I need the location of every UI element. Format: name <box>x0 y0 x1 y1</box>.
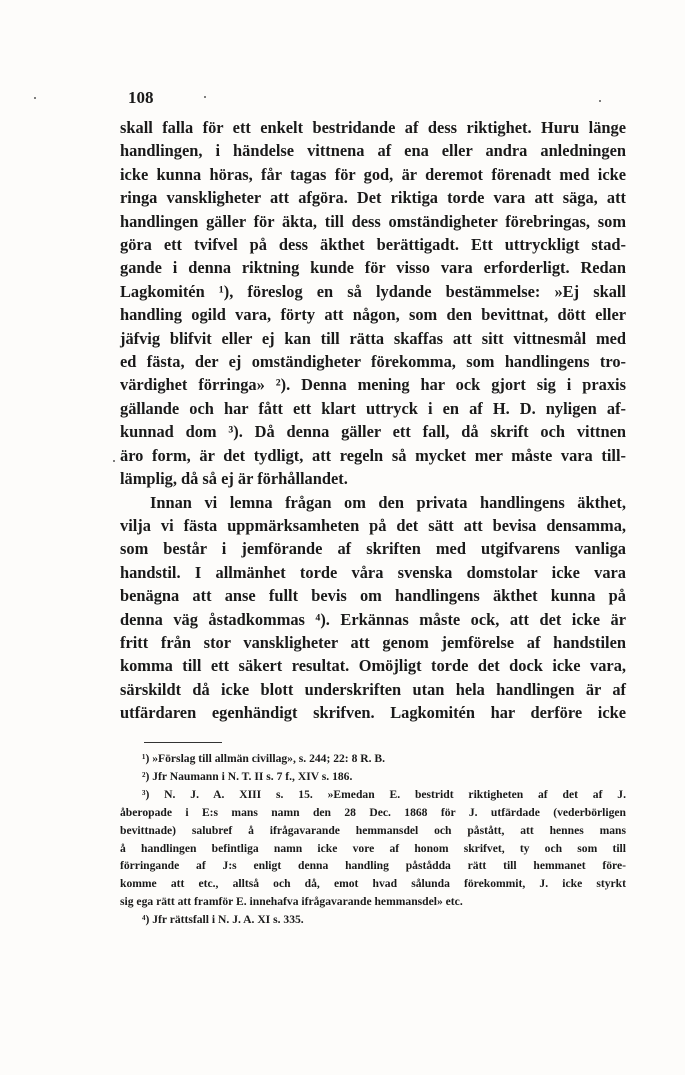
text-line: handling ogild vara, förty att någon, som den bevittnat, dött eller <box>120 305 626 325</box>
text-line: denna väg åstadkommas ⁴). Erkännas måste ock, att det icke är <box>120 609 626 629</box>
text-line: särskildt då icke blott underskriften utan hela handlingen är af <box>120 679 626 699</box>
text-line: komma till ett säkert resultat. Omöjligt torde det dock icke vara, <box>120 656 626 676</box>
text-line: ed fästa, der ej omständigheter förekomma, som handlingens tro- <box>120 352 626 372</box>
text-line: jäfvig blifvit eller ej kan till rätta skaffas att sitt vittnesmål med <box>120 328 626 348</box>
footnote-line: å handlingen befintliga namn icke vore af honom skrifvet, ty och som till <box>120 841 626 855</box>
footnote-line: ⁴) Jfr rättsfall i N. J. A. XI s. 335. <box>142 913 304 927</box>
text-line: värdighet förringa» ²). Denna mening har ock gjort sig i praxis <box>120 375 626 395</box>
footnote-line: komme att etc., alltså och då, emot hvad sålunda förekommit, J. icke styrkt <box>120 877 626 891</box>
text-line: lämplig, då så ej är förhållandet. <box>120 469 348 489</box>
paper-speck <box>34 97 36 99</box>
text-line: utfärdaren egenhändigt skrifven. Lagkomitén har derföre icke <box>120 703 626 723</box>
text-line: Lagkomitén ¹), föreslog en så lydande bestämmelse: »Ej skall <box>120 281 626 301</box>
text-line: fritt från stor vanskligheter att genom jemförelse af handstilen <box>120 632 626 652</box>
paper-speck <box>599 100 601 102</box>
text-line: Innan vi lemna frågan om den privata handlingens äkthet, <box>150 492 626 512</box>
text-line: handlingen gäller för äkta, till dess omständigheter förebringas, som <box>120 211 626 231</box>
text-line: skall falla för ett enkelt bestridande af dess riktighet. Huru länge <box>120 118 626 137</box>
footnote-line: ³) N. J. A. XIII s. 15. »Emedan E. bestridt riktigheten af det af J. <box>142 787 626 801</box>
text-line: som består i jemförande af skriften med utgifvarens vanliga <box>120 539 626 559</box>
text-line: kunnad dom ³). Då denna gäller ett fall, då skrift och vittnen <box>120 422 626 442</box>
text-line: äro form, är det tydligt, att regeln så mycket mer måste vara till- <box>120 445 626 465</box>
footnotes <box>120 750 626 929</box>
text-line: handstil. I allmänhet torde våra svenska domstolar icke vara <box>120 562 626 582</box>
footnote-line: ¹) »Förslag till allmän civillag», s. 244; 22: 8 R. B. <box>142 752 386 765</box>
footnote-line: åberopade i E:s mans namn den 28 Dec. 1868 för J. utfärdade (vederbörligen <box>120 805 626 819</box>
text-line: göra ett tvifvel på dess äkthet berättigadt. Ett uttryckligt stad- <box>120 235 626 255</box>
page-number: 108 <box>128 88 154 107</box>
paper-speck <box>204 96 206 98</box>
text-line: gande i denna riktning kunde för visso vara erforderligt. Redan <box>120 258 626 278</box>
footnote-line: sig ega rätt att framför E. innehafva ifrågavarande hemmansdel» etc. <box>120 895 463 909</box>
text-line: handlingen, i händelse vittnena af ena eller andra anledningen <box>120 141 626 161</box>
footnote-line: ²) Jfr Naumann i N. T. II s. 7 f., XIV s. 186. <box>142 769 353 783</box>
text-line: benägna att anse fullt bevis om handlingens äkthet kunna på <box>120 586 626 606</box>
text-line: ringa vanskligheter att afgöra. Det riktiga torde vara att säga, att <box>120 188 626 208</box>
paper-speck <box>113 460 115 462</box>
footnote-divider <box>144 742 222 743</box>
footnote-line: förringande af J:s enligt denna handling påstådda rätt till hemmanet före- <box>120 859 626 873</box>
text-line: icke kunna höras, får tagas för god, är deremot förenadt med icke <box>120 164 626 184</box>
text-line: vilja vi fästa uppmärksamheten på det sätt att bevisa densamma, <box>120 515 626 535</box>
body-text <box>120 116 626 725</box>
text-line: gällande och har fått ett klart uttryck i en af H. D. nyligen af- <box>120 398 626 418</box>
footnote-line: bevittnade) salubref å ifrågavarande hemmansdel och påstått, att hennes mans <box>120 823 626 837</box>
